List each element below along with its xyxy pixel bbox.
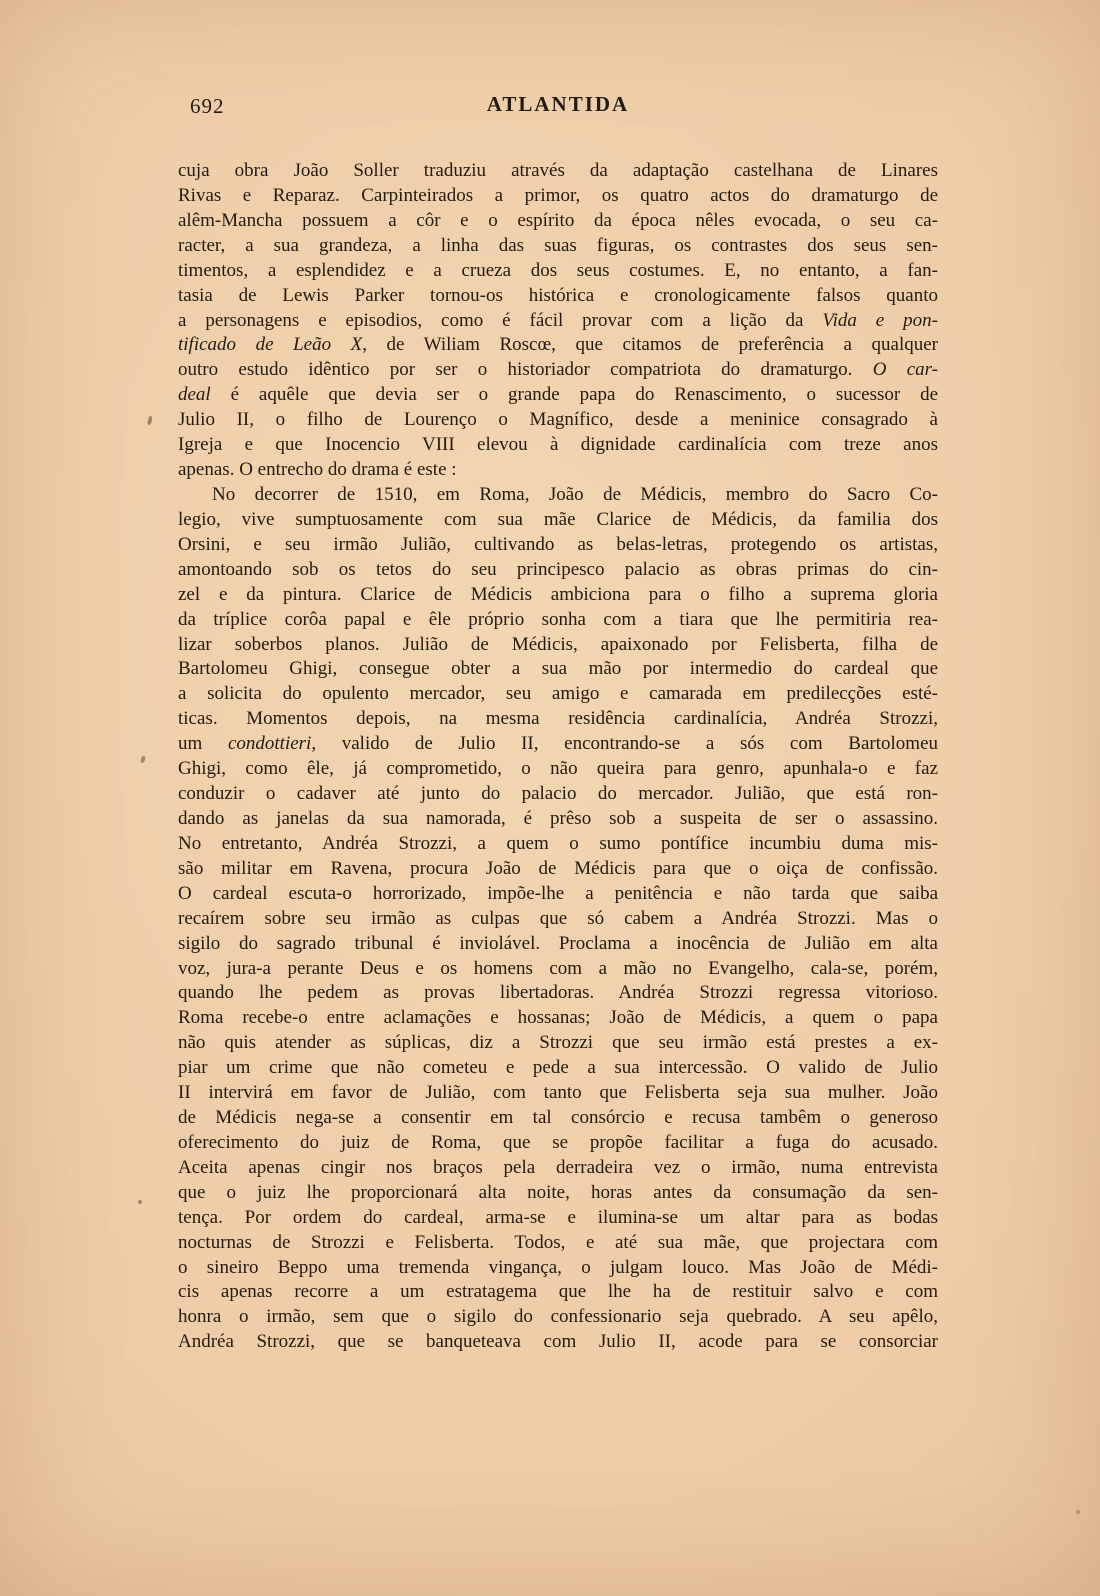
- text-line: [178, 1081, 938, 1106]
- text-line: [178, 608, 938, 633]
- text-run: de Médicis nega-se a consentir em tal consórcio e recusa tambêm o generoso: [178, 1107, 938, 1129]
- paper-speck: [140, 756, 146, 764]
- text-line: [178, 458, 938, 483]
- text-run: Andréa Strozzi, que se banqueteava com Julio II, acode para se consorciar: [178, 1331, 938, 1353]
- text-run: conduzir o cadaver até junto do palacio do mercador. Julião, que está ron-: [178, 783, 938, 805]
- text-line: [178, 383, 938, 408]
- text-run: voz, jura-a perante Deus e os homens com a mão no Evangelho, cala-se, porém,: [178, 957, 938, 979]
- text-run: dando as janelas da sua namorada, é prêso sob a suspeita de ser o assassino.: [178, 807, 938, 829]
- text-run: tasia de Lewis Parker tornou-os histórica e cronologicamente falsos quanto: [178, 284, 938, 306]
- text-run: a personagens e episodios, como é fácil provar com a lição da: [178, 309, 823, 331]
- text-line: [178, 1206, 938, 1231]
- text-line: [178, 234, 938, 259]
- text-run: oferecimento do juiz de Roma, que se propõe facilitar a fuga do acusado.: [178, 1131, 938, 1153]
- text-line: [178, 159, 938, 184]
- text-run: Aceita apenas cingir nos braços pela derradeira vez o irmão, numa entrevista: [178, 1156, 938, 1178]
- paper-speck: [1076, 1510, 1080, 1514]
- text-line: [178, 533, 938, 558]
- text-line: [178, 707, 938, 732]
- text-run: da tríplice corôa papal e êle próprio sonha com a tiara que lhe permitiria rea-: [178, 608, 938, 630]
- text-line: [178, 309, 938, 334]
- text-run: recaírem sobre seu irmão as culpas que só cabem a Andréa Strozzi. Mas o: [178, 907, 938, 929]
- text-run: cuja obra João Soller traduziu através da adaptação castelhana de Linares: [178, 160, 938, 181]
- text-run: amontoando sob os tetos do seu principesco palacio as obras primas do cin-: [178, 558, 938, 580]
- text-line: [178, 583, 938, 608]
- text-line: [178, 1156, 938, 1181]
- text-run: nocturnas de Strozzi e Felisberta. Todos, e até sua mãe, que projectara com: [178, 1231, 938, 1253]
- text-line: [178, 259, 938, 284]
- text-line: [178, 1131, 938, 1156]
- text-line: [178, 857, 938, 882]
- text-run: Roma recebe-o entre aclamações e hossanas; João de Médicis, a quem o papa: [178, 1007, 938, 1029]
- text-run: sigilo do sagrado tribunal é inviolável. Proclama a inocência de Julião em alta: [178, 932, 938, 954]
- text-line: [178, 732, 938, 757]
- running-title: ATLANTIDA: [486, 92, 630, 116]
- text-line: [178, 1280, 938, 1305]
- text-line: [178, 1031, 938, 1056]
- text-run: Igreja e que Inocencio VIII elevou à dignidade cardinalícia com treze anos: [178, 434, 938, 456]
- text-run: ticas. Momentos depois, na mesma residência cardinalícia, Andréa Strozzi,: [178, 708, 938, 730]
- text-line: [178, 633, 938, 658]
- text-line: [178, 1006, 938, 1031]
- paper-speck: [147, 416, 153, 426]
- italic-text-run: deal: [178, 384, 211, 406]
- text-run: Ghigi, como êle, já comprometido, o não queira para genro, apunhala-o e faz: [178, 758, 938, 780]
- text-line: [178, 1106, 938, 1131]
- text-run: tença. Por ordem do cardeal, arma-se e ilumina-se um altar para as bodas: [178, 1206, 938, 1228]
- text-run: lizar soberbos planos. Julião de Médicis, apaixonado por Felisberta, filha de: [178, 633, 938, 655]
- text-line: [178, 832, 938, 857]
- text-run: O cardeal escuta-o horrorizado, impõe-lhe a penitência e não tarda que saiba: [178, 882, 938, 904]
- text-line: [178, 558, 938, 583]
- text-line: [178, 1231, 938, 1256]
- text-run: Orsini, e seu irmão Julião, cultivando as belas-letras, protegendo os artistas,: [178, 533, 938, 555]
- text-run: legio, vive sumptuosamente com sua mãe Clarice de Médicis, da familia dos: [178, 508, 938, 530]
- text-line: [178, 1056, 938, 1081]
- text-run: outro estudo idêntico por ser o historiador compatriota do dramaturgo.: [178, 359, 873, 381]
- text-line: [178, 1305, 938, 1330]
- text-line: [178, 333, 938, 358]
- text-line: [178, 981, 938, 1006]
- text-run: Julio II, o filho de Lourenço o Magnífico, desde a meninice consagrado à: [178, 409, 938, 431]
- text-run: alêm-Mancha possuem a côr e o espírito da época nêles evocada, o seu ca-: [178, 209, 938, 231]
- text-run: timentos, a esplendidez e a crueza dos seus costumes. E, no entanto, a fan-: [178, 259, 938, 281]
- text-run: , de Wiliam Roscœ, que citamos de preferência a qualquer: [362, 334, 938, 356]
- text-run: cis apenas recorre a um estratagema que lhe ha de restituir salvo e com: [178, 1281, 938, 1303]
- text-line: [178, 757, 938, 782]
- text-run: quando lhe pedem as provas libertadoras. Andréa Strozzi regressa vitorioso.: [178, 982, 938, 1004]
- text-line: [178, 184, 938, 209]
- text-line: [178, 882, 938, 907]
- text-run: é aquêle que devia ser o grande papa do Renascimento, o sucessor de: [210, 384, 938, 406]
- italic-text-run: tificado de Leão X: [178, 334, 363, 356]
- text-line: [178, 433, 938, 458]
- text-run: II intervirá em favor de Julião, com tanto que Felisberta seja sua mulher. João: [178, 1082, 938, 1104]
- text-line: [178, 508, 938, 533]
- text-line: [178, 782, 938, 807]
- running-header: [178, 92, 938, 122]
- text-run: a solicita do opulento mercador, seu amigo e camarada em predilecções esté-: [178, 683, 938, 705]
- text-run: No decorrer de 1510, em Roma, João de Médicis, membro do Sacro Co-: [212, 483, 938, 505]
- text-run: racter, a sua grandeza, a linha das suas figuras, os contrastes dos seus sen-: [178, 234, 938, 256]
- text-run: apenas. O entrecho do drama é este :: [178, 459, 457, 481]
- text-run: são militar em Ravena, procura João de Médicis para que o oiça de confissão.: [178, 857, 938, 879]
- text-line: [178, 1330, 938, 1355]
- text-line: [178, 957, 938, 982]
- paper-speck: [138, 1200, 142, 1204]
- text-run: um: [178, 733, 228, 755]
- text-line: [178, 358, 938, 383]
- text-run: Bartolomeu Ghigi, consegue obter a sua mão por intermedio do cardeal que: [178, 658, 938, 680]
- page-number: 692: [190, 94, 225, 118]
- text-line: [178, 284, 938, 309]
- text-line: [178, 1181, 938, 1206]
- text-run: piar um crime que não cometeu e pede a sua intercessão. O valido de Julio: [178, 1057, 938, 1079]
- text-run: não quis atender as súplicas, diz a Strozzi que seu irmão está prestes a ex-: [178, 1032, 938, 1054]
- text-line: [178, 907, 938, 932]
- text-line: [178, 682, 938, 707]
- body-text: [178, 159, 938, 1355]
- text-run: zel e da pintura. Clarice de Médicis ambiciona para o filho a suprema gloria: [178, 583, 938, 605]
- text-line: [178, 1256, 938, 1281]
- text-run: Rivas e Reparaz. Carpinteirados a primor, os quatro actos do dramaturgo de: [178, 184, 938, 206]
- text-run: honra o irmão, sem que o sigilo do confessionario seja quebrado. A seu apêlo,: [178, 1306, 938, 1328]
- italic-text-run: O car-: [872, 359, 938, 381]
- text-line: [178, 408, 938, 433]
- text-line: [178, 657, 938, 682]
- italic-text-run: Vida e pon-: [822, 309, 938, 331]
- italic-text-run: condottieri,: [227, 733, 317, 755]
- text-run: que o juiz lhe proporcionará alta noite, horas antes da consumação da sen-: [178, 1181, 938, 1203]
- text-line: [178, 932, 938, 957]
- text-line: [178, 807, 938, 832]
- text-line: [178, 483, 938, 508]
- text-run: No entretanto, Andréa Strozzi, a quem o sumo pontífice incumbiu duma mis-: [178, 832, 938, 854]
- text-run: o sineiro Beppo uma tremenda vingança, o julgam louco. Mas João de Médi-: [178, 1256, 938, 1278]
- text-run: valido de Julio II, encontrando-se a sós com Bartolomeu: [316, 733, 938, 755]
- text-line: [178, 209, 938, 234]
